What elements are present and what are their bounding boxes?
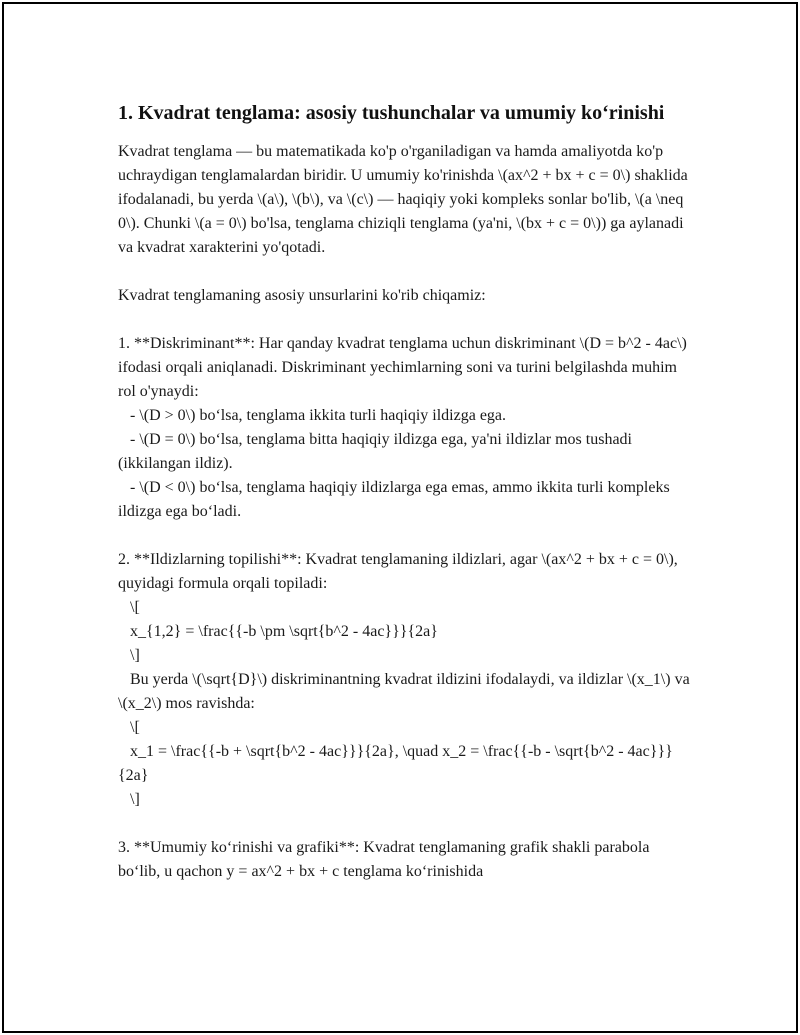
paragraph-discriminant: 1. **Diskriminant**: Har qanday kvadrat tenglama uchun diskriminant \(D = b^2 - 4ac\) ifodasi orqali aniqlanadi. Diskriminant yechimlarning soni va turini belgilashda muhim rol o'ynaydi: - \(D > 0\) bo‘lsa, tenglama ikkita turli haqiqiy ildizga ega. - \(D = 0\) bo‘lsa, tenglama bitta haqiqiy ildizga ega, ya'ni ildizlar mos tushadi (ikkilangan ildiz). - \(D < 0\) bo‘lsa, tenglama haqiqiy ildizlarga ega emas, ammo ikkita turli kompleks ildizga ega bo‘ladi. (118, 335, 687, 520)
document-page (2, 2, 798, 1033)
paragraph-elements-intro: Kvadrat tenglamaning asosiy unsurlarini ko'rib chiqamiz: (118, 287, 486, 304)
section-heading: 1. Kvadrat tenglama: asosiy tushunchalar va umumiy ko‘rinishi (118, 102, 665, 124)
paragraph-intro: Kvadrat tenglama — bu matematikada ko'p o'rganiladigan va hamda amaliyotda ko'p uchraydigan tenglamalardan biridir. U umumiy ko'rinishda \(ax^2 + bx + c = 0\) shaklida ifodalanadi, bu yerda \(a\), \(b\), va \(c\) — haqiqiy yoki kompleks sonlar bo'lib, \(a \neq 0\). Chunki \(a = 0\) bo'lsa, tenglama chiziqli tenglama (ya'ni, \(bx + c = 0\)) ga aylanadi va kvadrat xarakterini yo'qotadi. (118, 143, 692, 256)
document-body (118, 100, 690, 884)
paragraph-graph: 3. **Umumiy ko‘rinishi va grafiki**: Kvadrat tenglamaning grafik shakli parabola bo‘lib, u qachon y = ax^2 + bx + c tenglama ko‘rinishida (118, 839, 654, 880)
paragraph-roots: 2. **Ildizlarning topilishi**: Kvadrat tenglamaning ildizlari, agar \(ax^2 + bx + c = 0\), quyidagi formula orqali topiladi: \[ x_{1,2} = \frac{{-b \pm \sqrt{b^2 - 4ac}}}{2a} \] Bu yerda \(\sqrt{D}\) diskriminantning kvadrat ildizini ifodalaydi, va ildizlar \(x_1\) va \(x_2\) mos ravishda: \[ x_1 = \frac{{-b + \sqrt{b^2 - 4ac}}}{2a}, \quad x_2 = \frac{{-b - \sqrt{b^2 - 4ac}}}{2a} \] (118, 551, 690, 808)
